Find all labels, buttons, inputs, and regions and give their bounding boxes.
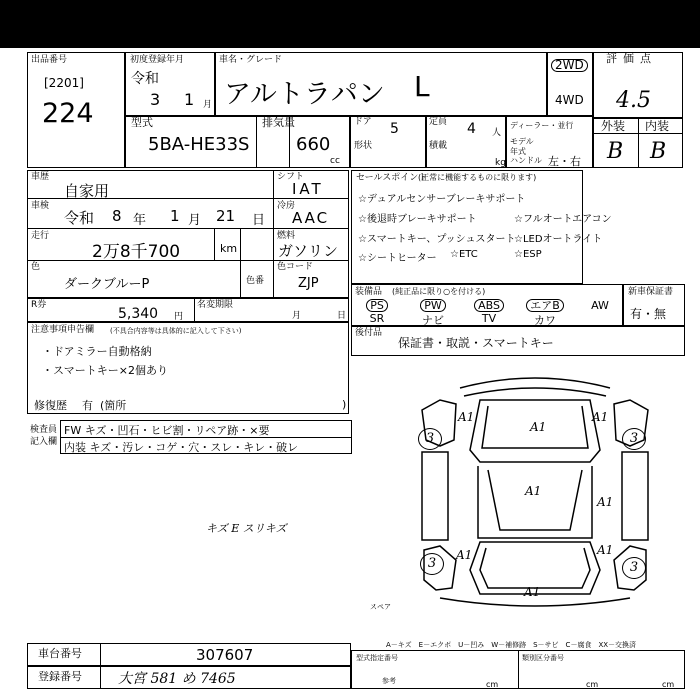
capacity: 4 (467, 121, 476, 137)
drive-2wd: 2WD (551, 58, 588, 72)
mileage: 2万8千700 (92, 242, 181, 262)
recycle-divider (194, 298, 195, 322)
shape-label: 形状 (354, 141, 373, 151)
grade: L (414, 70, 430, 103)
displacement: 660 (296, 134, 331, 155)
info-line-2 (27, 228, 349, 229)
interior-grade: B (650, 139, 667, 164)
sales-point: ☆後退時ブレーキサポート (358, 214, 477, 225)
registration-label: 登録番号 (38, 670, 82, 683)
yen-unit: 円 (174, 312, 184, 322)
era: 令和 (131, 71, 159, 87)
extras: 保証書・取説・スマートキー (398, 336, 554, 350)
first-reg-label: 初度登録年月 (130, 55, 185, 65)
equipment-code-pw: PW (411, 299, 455, 312)
car-name-label: 車名・グレード (219, 55, 283, 65)
damage-mark: A1 (458, 410, 475, 424)
chassis: 307607 (196, 646, 254, 664)
spare-label: スペア (370, 603, 391, 611)
inspector-label: 検査員記入欄 (30, 425, 58, 447)
repair-label: 修復歴 (34, 399, 67, 412)
month-label: 月 (292, 311, 302, 321)
damage-mark: A1 (524, 585, 541, 599)
repair-place: (箇所 (100, 399, 127, 412)
drive-4wd: 4WD (555, 93, 584, 107)
equipment-code-airbag: エアB (523, 299, 567, 312)
damage-mark: A1 (597, 495, 614, 509)
mileage-divider-2 (240, 228, 241, 260)
inspection-era: 令和 (64, 209, 95, 227)
equipment-code-ps: PS (355, 299, 399, 312)
lot-code: [2201] (44, 76, 84, 90)
score-label: 評価点 (606, 52, 657, 65)
car-name: アルトラパン (224, 79, 385, 110)
mod-divider (518, 650, 519, 689)
shift-label: シフト (277, 172, 305, 182)
load-unit: kg (495, 158, 506, 168)
ac: AAC (292, 209, 330, 227)
load-label: 積載 (429, 141, 448, 151)
model-label: 型式 (131, 116, 153, 129)
damage-mark: A1 (456, 548, 473, 562)
lot-number: 224 (42, 98, 94, 129)
inspector-line-2: 内装 キズ・汚レ・コゲ・穴・スレ・キレ・破レ (64, 441, 299, 454)
damage-mark: A1 (592, 410, 609, 424)
info-vline (273, 170, 274, 298)
circle-mark: 3 (622, 557, 646, 579)
cm-unit: cm (486, 680, 499, 689)
notes-label: 注意事項申告欄 (31, 325, 95, 335)
sales-point: ☆フルオートエアコン (514, 214, 612, 225)
top-black-bar (0, 0, 700, 48)
month-unit-2: 月 (188, 213, 202, 228)
reg-year: 3 (150, 90, 161, 109)
equipment-code-aw: AW (591, 299, 609, 312)
displacement-label: 排気量 (262, 116, 295, 129)
exterior-grade: B (607, 139, 624, 164)
repair-value: 有 (82, 399, 93, 412)
fuel-label: 燃料 (277, 231, 296, 241)
score: 4.5 (616, 88, 651, 113)
shift: IAT (292, 180, 324, 198)
model-year-label: モデル年式 (510, 137, 534, 156)
inspection-day: 21 (216, 207, 236, 225)
equipment-code-abs: ABS (467, 299, 511, 312)
sales-point: ☆LEDオートライト (514, 234, 603, 245)
sales-point: ☆ESP (514, 249, 542, 260)
lot-label: 出品番号 (31, 55, 68, 65)
reg-month: 1 (184, 90, 195, 109)
note-item: ・スマートキー×2個あり (42, 364, 168, 377)
sales-point: ☆スマートキー、プッシュスタート (358, 234, 516, 245)
circle-mark: 3 (622, 428, 646, 450)
circle-mark: 3 (420, 553, 444, 575)
sales-point: ☆ETC (450, 249, 478, 260)
grade-hline (593, 133, 683, 134)
sales-sub: (正常に機能するものに限ります) (418, 173, 537, 182)
capacity-unit: 人 (492, 128, 502, 138)
sales-label: セールスポイント (356, 173, 428, 183)
model: 5BA-HE33S (148, 134, 250, 155)
mileage-unit: km (220, 242, 238, 255)
inspector-line-1: FW キズ・凹石・ヒビ割・リペア跡・×要 (64, 424, 270, 437)
equipment-name-sr: SR (369, 312, 385, 325)
recycle-label: R券 (31, 300, 47, 310)
mod-label: 型式指定番号 (356, 654, 398, 662)
doors-label: ドア (354, 117, 372, 127)
inspection-month: 1 (170, 207, 180, 225)
exterior-label: 外装 (601, 119, 626, 133)
inspection-year: 8 (112, 207, 122, 225)
cm-unit-2: cm (586, 680, 599, 689)
color-divider (240, 260, 241, 298)
equipment-name-navi: ナビ (422, 314, 444, 327)
mileage-label: 走行 (31, 231, 50, 241)
equipment-name-tv: TV (481, 312, 497, 325)
new-warranty-value: 有・無 (630, 307, 667, 321)
sales-box (351, 170, 583, 284)
color-no-label: 色番 (246, 276, 265, 286)
handle-label: ハンドル (510, 156, 542, 165)
color: ダークブルーP (64, 277, 150, 292)
repair-close: ) (342, 398, 347, 411)
color-code-label: 色コード (277, 262, 314, 272)
doors: 5 (390, 121, 399, 137)
category-label: 車歴 (31, 172, 50, 182)
ac-label: 冷房 (277, 201, 296, 211)
chassis-divider (100, 643, 101, 666)
month-unit: 月 (203, 100, 213, 110)
ref-label: 参考 (382, 677, 396, 685)
color-code: ZJP (298, 276, 319, 291)
equipment-sub: (純正品に限り○を付ける) (392, 287, 486, 296)
inspection-label: 車検 (31, 201, 50, 211)
capacity-label: 定員 (429, 117, 448, 127)
equipment-label: 装備品 (355, 287, 383, 297)
day-unit: 日 (252, 213, 266, 228)
registration-divider (100, 666, 101, 689)
damage-mark: A1 (530, 420, 547, 434)
category: 自家用 (64, 182, 110, 200)
notes-sub: (不具合内容等は具体的に記入して下さい) (110, 327, 242, 335)
registration: 大宮 581 め 7465 (118, 671, 236, 687)
handle-value: 左・右 (548, 155, 581, 168)
note-item: ・ドアミラー自動格納 (42, 345, 152, 358)
damage-mark: A1 (597, 543, 614, 557)
equipment-name-leather: カワ (534, 314, 556, 327)
chassis-label: 車台番号 (38, 647, 82, 660)
mileage-divider (214, 228, 215, 260)
day-label: 日 (337, 311, 347, 321)
sales-point: ☆シートヒーター (358, 253, 437, 264)
recycle-fee: 5,340 (118, 306, 159, 322)
class-label: 類別区分番号 (522, 654, 564, 662)
legend: A－キズ E－エクボ U－凹み W－補修跡 S－サビ C－腐食 XX－交換済 (386, 641, 637, 649)
grade-divider (638, 118, 639, 168)
damage-mark: A1 (525, 484, 542, 498)
fuel: ガソリン (278, 242, 339, 260)
sales-point: ☆デュアルセンサーブレーキサポート (358, 194, 526, 205)
new-warranty-label: 新車保証書 (628, 287, 674, 297)
displacement-unit: cc (330, 156, 340, 166)
dealer-label: ディーラー・並行 (510, 121, 574, 130)
interior-label: 内装 (645, 119, 670, 133)
extras-label: 後付品 (355, 328, 383, 338)
cm-unit-3: cm (662, 680, 675, 689)
year-unit: 年 (133, 213, 147, 228)
circle-mark: 3 (418, 428, 442, 450)
remark: キズ E スリキズ (206, 522, 287, 535)
recycle-deadline-label: 名変期限 (197, 300, 234, 310)
color-label: 色 (31, 262, 41, 272)
